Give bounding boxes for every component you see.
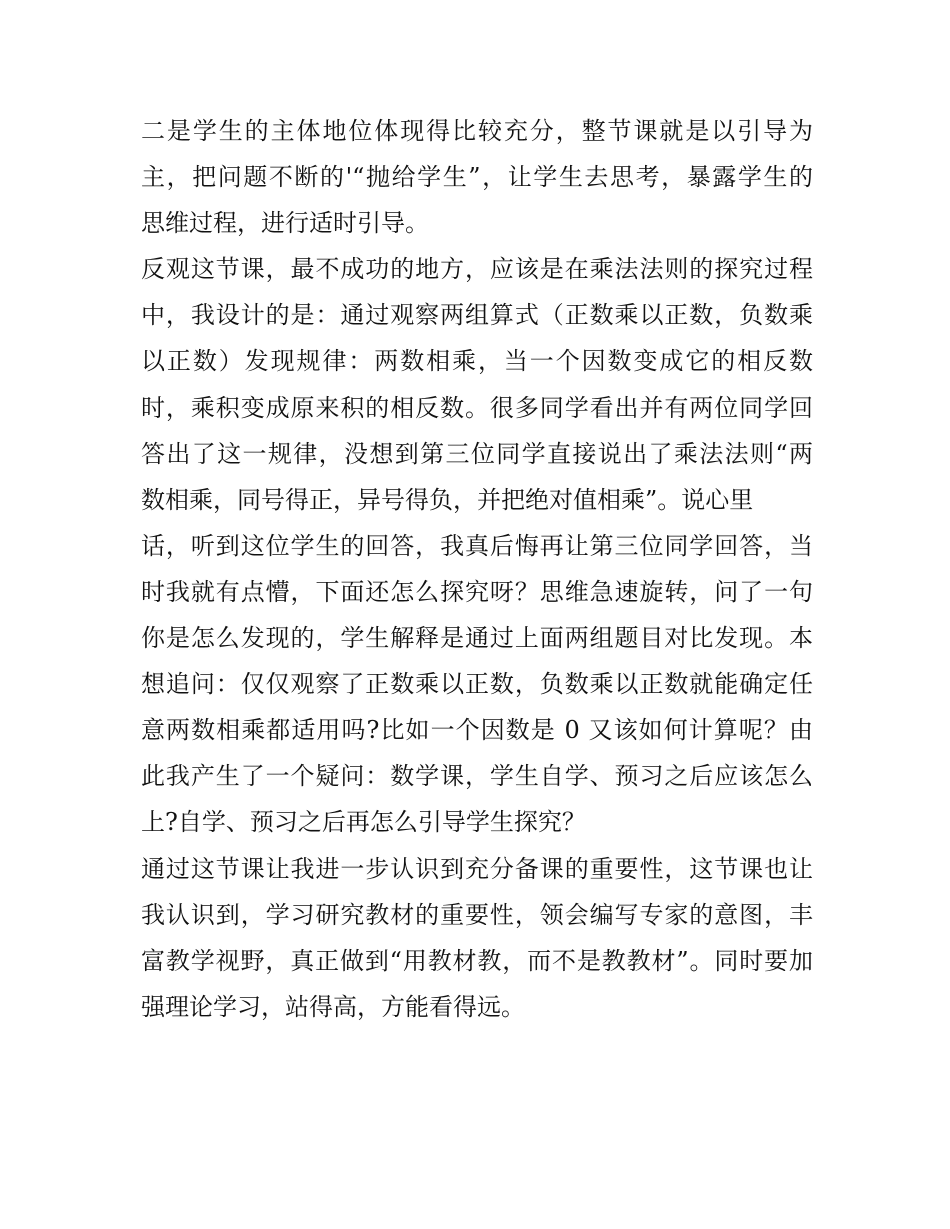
text-line: 此我产生了一个疑问：数学课，学生自学、预习之后应该怎么: [141, 762, 813, 791]
text-line: 二是学生的主体地位体现得比较充分，整节课就是以引导为: [141, 117, 813, 145]
text-line: 反观这节课，最不成功的地方，应该是在乘法法则的探究过程: [141, 255, 813, 284]
text-line: 答出了这一规律，没想到第三位同学直接说出了乘法法则“两: [141, 439, 813, 468]
text-line: 思维过程，进行适时引导。: [141, 209, 429, 238]
text-line: 你是怎么发现的，学生解释是通过上面两组题目对比发现。本: [141, 624, 813, 653]
text-line: 中，我设计的是：通过观察两组算式（正数乘以正数，负数乘: [141, 301, 813, 330]
text-line: 数相乘，同号得正，异号得负，并把绝对值相乘”。说心里: [141, 485, 754, 514]
text-line: 通过这节课让我进一步认识到充分备课的重要性，这节课也让: [141, 854, 813, 883]
text-line: 以正数）发现规律：两数相乘，当一个因数变成它的相反数: [141, 347, 813, 376]
text-line: 想追问：仅仅观察了正数乘以正数，负数乘以正数就能确定任: [141, 670, 813, 699]
text-line: 话，听到这位学生的回答，我真后悔再让第三位同学回答，当: [141, 531, 813, 560]
text-line: 上?自学、预习之后再怎么引导学生探究？: [141, 808, 586, 837]
text-line: 意两数相乘都适用吗?比如一个因数是 0 又该如何计算呢？由: [141, 716, 813, 745]
text-line: 富教学视野，真正做到“用教材教，而不是教教材”。同时要加: [141, 946, 813, 975]
text-line: 我认识到，学习研究教材的重要性，领会编写专家的意图，丰: [141, 900, 813, 929]
text-line: 时我就有点懵，下面还怎么探究呀？思维急速旋转，问了一句: [141, 577, 813, 606]
text-line: 主，把问题不断的'“抛给学生”，让学生去思考，暴露学生的: [141, 163, 813, 192]
text-line: 强理论学习，站得高，方能看得远。: [141, 992, 525, 1021]
body-text: [141, 108, 813, 1030]
text-line: 时，乘积变成原来积的相反数。很多同学看出并有两位同学回: [141, 393, 813, 422]
